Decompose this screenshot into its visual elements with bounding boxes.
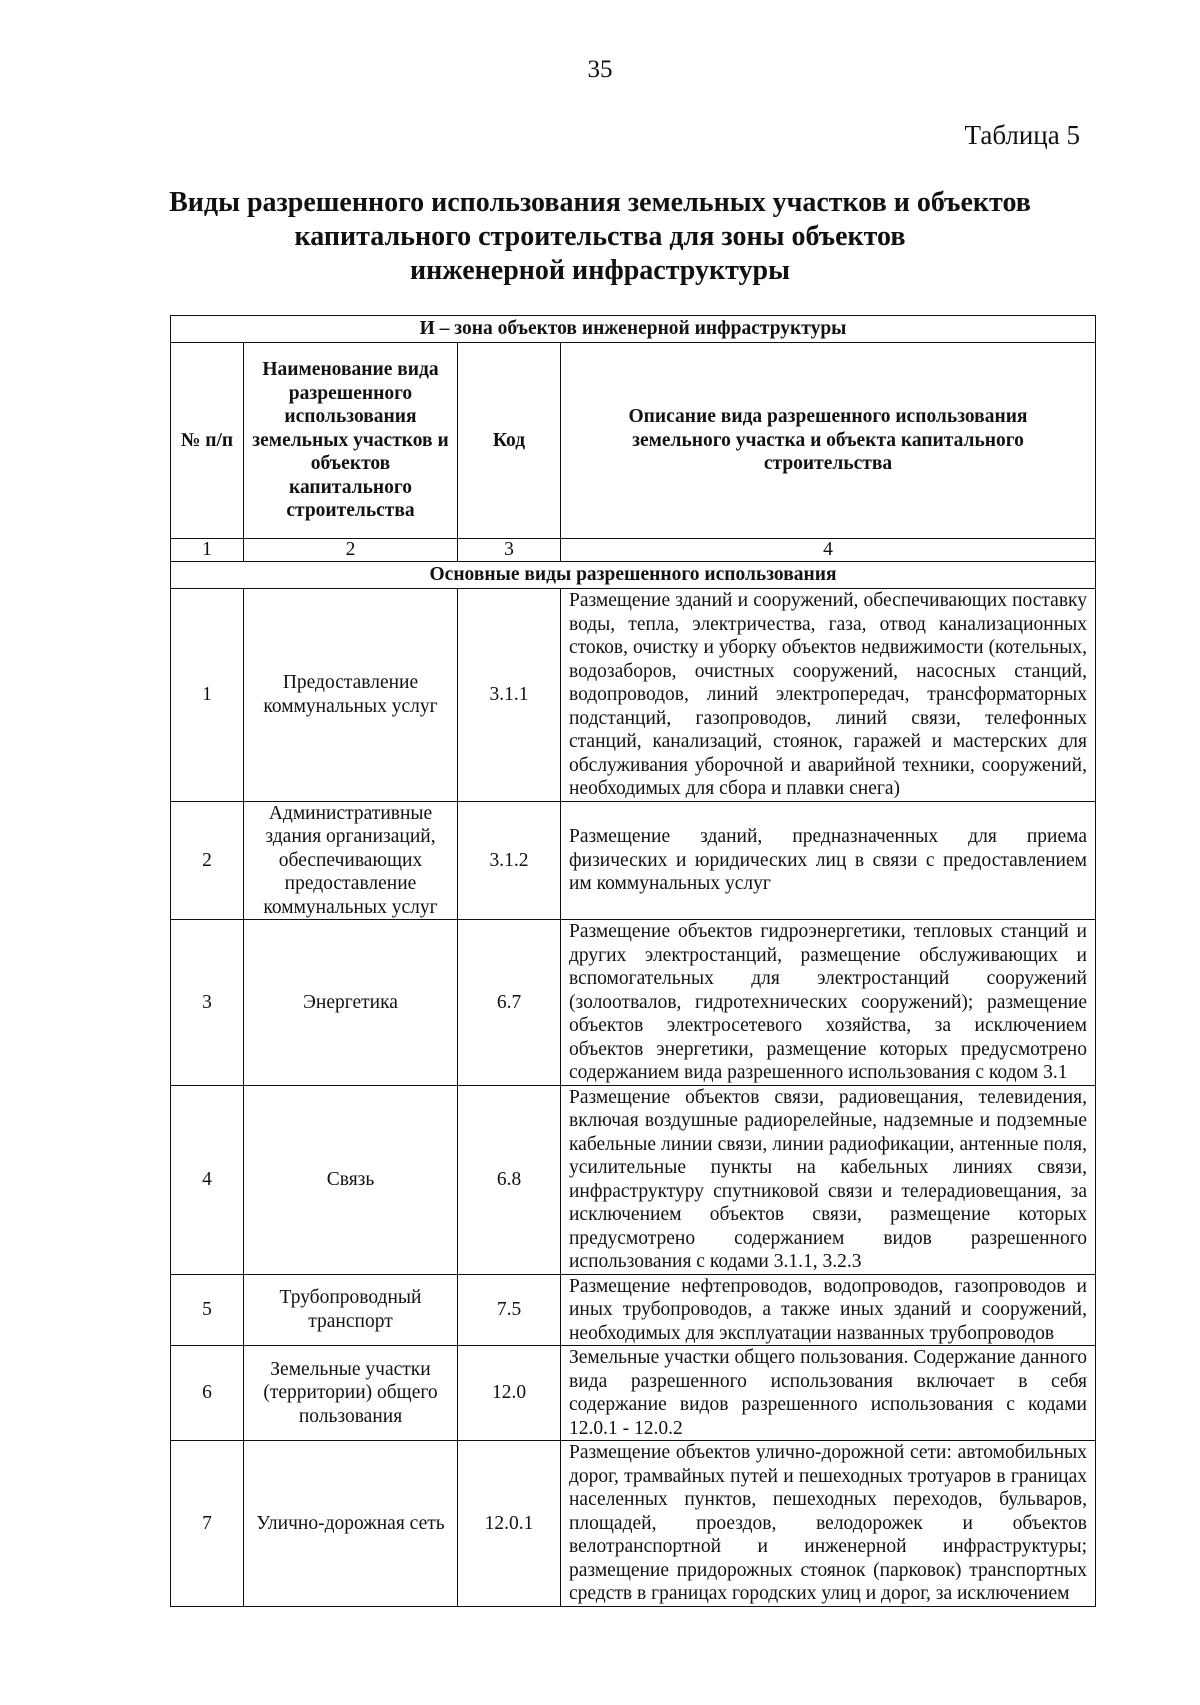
section-title-row	[171, 562, 1096, 589]
title-line: капитального строительства для зоны объектов	[294, 221, 906, 252]
column-number: 3	[458, 539, 561, 562]
row-description: Размещение зданий и сооружений, обеспечивающих поставку воды, тепла, электричества, газа, отвод канализационных стоков, очистку и уборку объектов недвижимости (котельных, водозаборов, очистных сооружений, насосных станций, водопроводов, линий электропередач, трансформаторных подстанций, газопроводов, линий связи, телефонных станций, канализаций, стоянок, гаражей и мастерских для обслуживания уборочной и аварийной техники, сооружений, необходимых для сбора и плавки снега)	[561, 589, 1096, 802]
table-row	[171, 801, 1096, 920]
header-name: Наименование вида разрешенного использования земельных участков и объектов капитального строительства	[244, 343, 458, 539]
table-caption: Таблица 5	[964, 120, 1080, 150]
row-num: 3	[171, 920, 244, 1086]
row-code: 3.1.1	[458, 589, 561, 802]
row-code: 6.8	[458, 1085, 561, 1274]
column-number: 1	[171, 539, 244, 562]
column-number: 2	[244, 539, 458, 562]
row-description: Земельные участки общего пользования. Содержание данного вида разрешенного использования включает в себя содержание видов разрешенного использования с кодами 12.0.1 - 12.0.2	[561, 1346, 1096, 1441]
header-code: Код	[458, 343, 561, 539]
zone-title-row	[171, 316, 1096, 343]
row-code: 12.0	[458, 1346, 561, 1441]
table-row	[171, 1274, 1096, 1346]
row-code: 6.7	[458, 920, 561, 1086]
row-name: Энергетика	[244, 920, 458, 1086]
row-code: 3.1.2	[458, 801, 561, 920]
header-description: Описание вида разрешенного использования земельного участка и объекта капитального строительства	[561, 343, 1096, 539]
zone-title: И – зона объектов инженерной инфраструктуры	[171, 316, 1096, 343]
section-title: Основные виды разрешенного использования	[171, 562, 1096, 589]
column-number-row	[171, 539, 1096, 562]
row-name: Предоставление коммунальных услуг	[244, 589, 458, 802]
row-description: Размещение объектов гидроэнергетики, тепловых станций и других электростанций, размещение обслуживающих и вспомогательных для электростанций сооружений (золоотвалов, гидротехнических сооружений); размещение объектов электросетевого хозяйства, за исключением объектов энергетики, размещение которых предусмотрено содержанием вида разрешенного использования с кодом 3.1	[561, 920, 1096, 1086]
row-num: 7	[171, 1441, 244, 1607]
row-name: Земельные участки (территории) общего пользования	[244, 1346, 458, 1441]
row-num: 5	[171, 1274, 244, 1346]
row-name: Трубопроводный транспорт	[244, 1274, 458, 1346]
table-row	[171, 920, 1096, 1086]
header-num: № п/п	[171, 343, 244, 539]
table-row	[171, 1441, 1096, 1607]
row-description: Размещение объектов связи, радиовещания, телевидения, включая воздушные радиорелейные, надземные и подземные кабельные линии связи, линии радиофикации, антенные поля, усилительные пункты на кабельных линиях связи, инфраструктуру спутниковой связи и телерадиовещания, за исключением объектов связи, размещение которых предусмотрено содержанием видов разрешенного использования с кодами 3.1.1, 3.2.3	[561, 1085, 1096, 1274]
table-row	[171, 1346, 1096, 1441]
row-name: Административные здания организаций, обеспечивающих предоставление коммунальных услуг	[244, 801, 458, 920]
table-row	[171, 1085, 1096, 1274]
row-description: Размещение нефтепроводов, водопроводов, газопроводов и иных трубопроводов, а также иных зданий и сооружений, необходимых для эксплуатации названных трубопроводов	[561, 1274, 1096, 1346]
row-num: 4	[171, 1085, 244, 1274]
row-code: 12.0.1	[458, 1441, 561, 1607]
row-description: Размещение зданий, предназначенных для приема физических и юридических лиц в связи с предоставлением им коммунальных услуг	[561, 801, 1096, 920]
row-name: Улично-дорожная сеть	[244, 1441, 458, 1607]
column-number: 4	[561, 539, 1096, 562]
row-num: 6	[171, 1346, 244, 1441]
row-num: 1	[171, 589, 244, 802]
page-number: 35	[587, 56, 613, 83]
title-line: инженерной инфраструктуры	[410, 255, 790, 286]
row-description: Размещение объектов улично-дорожной сети: автомобильных дорог, трамвайных путей и пешеходных тротуаров в границах населенных пунктов, пешеходных переходов, бульваров, площадей, проездов, велодорожек и объектов велотранспортной и инженерной инфраструктуры; размещение придорожных стоянок (парковок) транспортных средств в границах городских улиц и дорог, за исключением	[561, 1441, 1096, 1607]
row-name: Связь	[244, 1085, 458, 1274]
row-num: 2	[171, 801, 244, 920]
table-row	[171, 589, 1096, 802]
zoning-table	[170, 315, 1096, 1607]
document-title	[150, 186, 1050, 288]
row-code: 7.5	[458, 1274, 561, 1346]
header-row	[171, 343, 1096, 539]
title-line: Виды разрешенного использования земельных участков и объектов	[169, 187, 1031, 218]
